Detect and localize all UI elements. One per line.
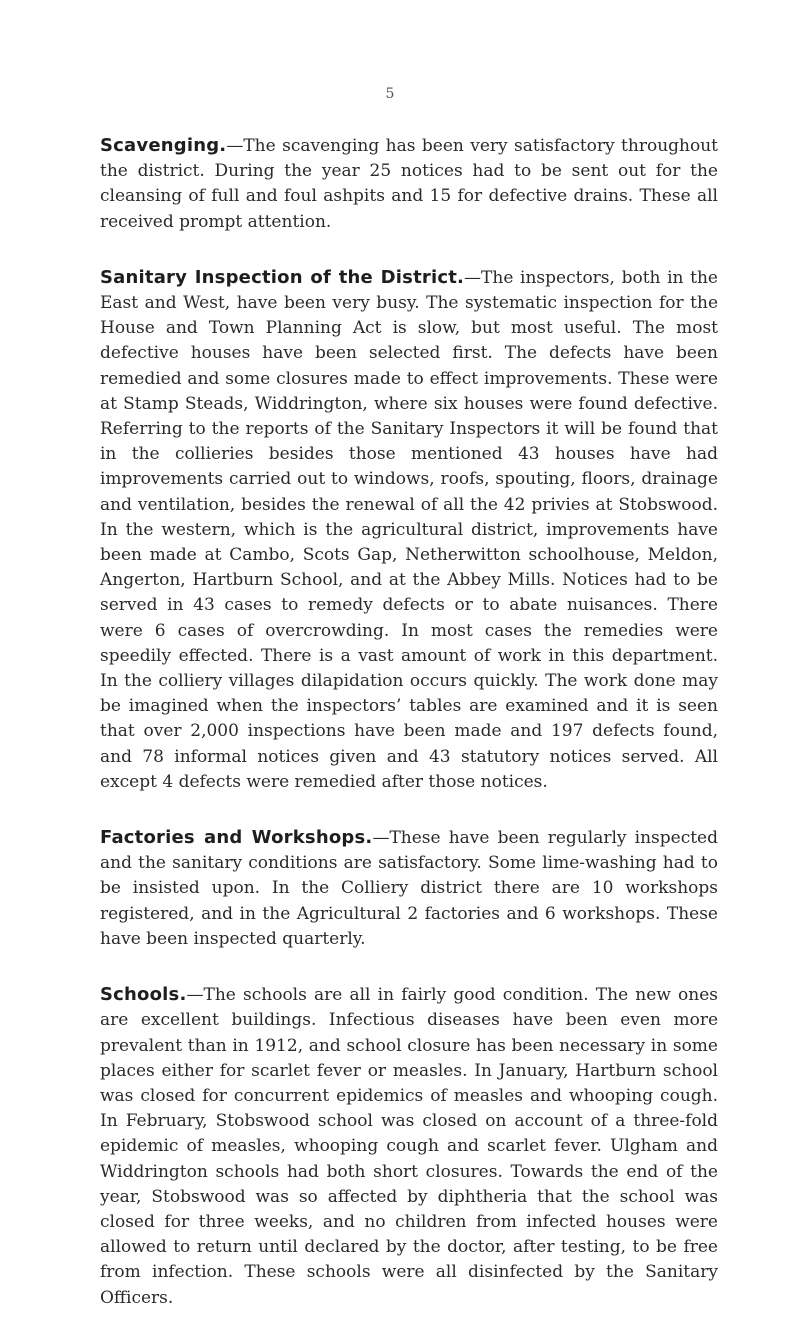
paragraph-schools: —The schools are all in fairly good condition. The new ones are excellent buildings. Infectious diseases have been even more prevalent than in 1912, and school closure has been necessary in some places either for scarlet fever or measles. In January, Hartburn school was closed for concurrent epidemics of measles and whooping cough. In February, Stobswood school was closed on account of a three-fold epidemic of measles, whooping cough and scarlet fever. Ulgham and Widdrington schools had both short closures. Towards the end of the year, Stobswood was so affected by diphtheria that the school was closed for three weeks, and no children from infected houses were allowed to return until declared by the doctor, after testing, to be free from infection. These schools were all disinfected by the Sanitary Officers. [100,985,718,1308]
section-sanitary-inspection [100,265,718,795]
page-number: 5 [385,86,395,102]
heading-sanitary-inspection: Sanitary Inspection of the District. [100,266,465,288]
heading-scavenging: Scavenging. [100,135,227,156]
section-scavenging [100,133,718,235]
heading-schools: Schools. [100,984,187,1006]
document-body [100,133,718,1341]
section-factories-workshops [100,825,718,952]
paragraph-sanitary-inspection: —The inspectors, both in the East and West, have been very busy. The systematic inspection for the House and Town Planning Act is slow, but most useful. The most defective houses have been selected first. The defects have been remedied and some closures made to effect improvements. These were at Stamp Steads, Widdrington, where six houses were found defective. Referring to the reports of the Sanitary Inspectors it will be found that in the collieries besides those mentioned 43 houses have had improvements carried out to windows, roofs, spouting, floors, drainage and ventilation, besides the renewal of all the 42 privies at Stobswood. In the western, which is the agricultural district, improvements have been made at Cambo, Scots Gap, Netherwitton schoolhouse, Meldon, Angerton, Hartburn School, and at the Abbey Mills. Notices had to be served in 43 cases to remedy defects or to abate nuisances. There were 6 cases of overcrowding. In most cases the remedies were speedily effected. There is a vast amount of work in this department. In the colliery villages dilapidation occurs quickly. The work done may be imagined when the inspectors’ tables are examined and it is seen that over 2,000 inspections have been made and 197 defects found, and 78 informal notices given and 43 statutory notices served. All except 4 defects were remedied after those notices. [100,267,718,792]
paragraph-factories-workshops: —These have been regularly inspected and the sanitary conditions are satisfactory. Some lime-washing had to be insisted upon. In the Colliery district there are 10 workshops registered, and in the Agricultural 2 factories and 6 workshops. These have been inspected quarterly. [100,828,718,949]
paragraph-scavenging: —The scavenging has been very satisfactory throughout the district. During the year 25 notices had to be sent out for the cleansing of full and foul ashpits and 15 for defective drains. These all received prompt attention. [100,136,718,232]
heading-factories-workshops: Factories and Workshops. [100,827,373,849]
section-schools [100,982,718,1311]
